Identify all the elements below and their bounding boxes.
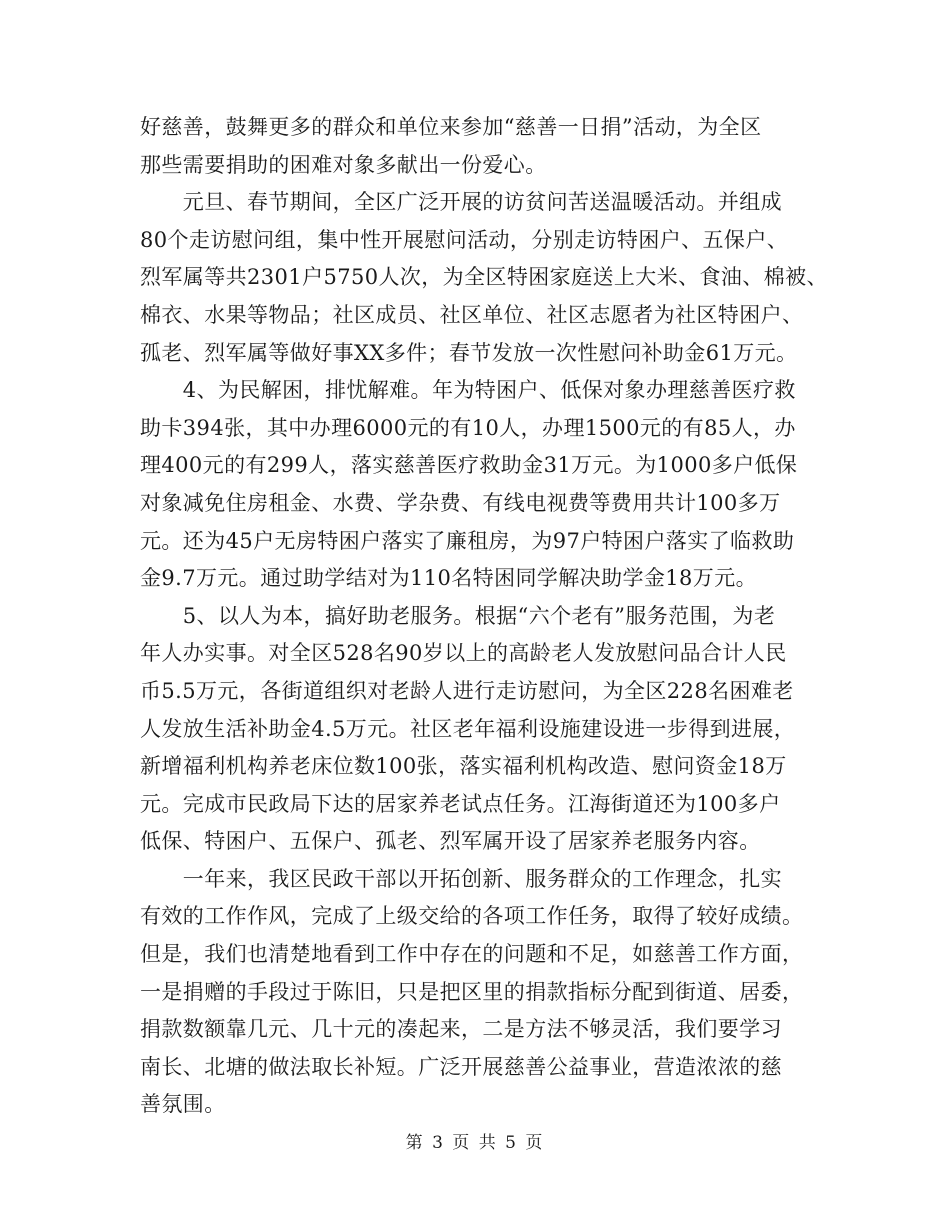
document-body (140, 112, 840, 1127)
text-line: 币5.5万元，各街道组织对老龄人进行走访慰问，为全区228名困难老 (140, 678, 794, 703)
text-line: 理400元的有299人，落实慈善医疗救助金31万元。为1000多户低保 (140, 453, 798, 478)
text-line: 助卡394张，其中办理6000元的有10人，办理1500元的有85人，办 (140, 415, 796, 440)
text-line: 4、为民解困，排忧解难。年为特困户、低保对象办理慈善医疗救 (140, 378, 796, 403)
text-line: 孤老、烈军属等做好事XX多件；春节发放一次性慰问补助金61万元。 (140, 340, 798, 365)
text-line: 金9.7万元。通过助学结对为110名特困同学解决助学金18万元。 (140, 566, 757, 591)
text-line: 人发放生活补助金4.5万元。社区老年福利设施建设进一步得到进展， (140, 716, 796, 741)
text-line: 元。完成市民政局下达的居家养老试点任务。江海街道还为100多户 (140, 791, 781, 816)
text-line: 5、以人为本，搞好助老服务。根据“六个老有”服务范围，为老 (140, 603, 776, 628)
text-line: 一年来，我区民政干部以开拓创新、服务群众的工作理念，扎实 (140, 866, 782, 891)
text-line: 对象减免住房租金、水费、学杂费、有线电视费等费用共计100多万 (140, 490, 781, 515)
text-line: 但是，我们也清楚地看到工作中存在的问题和不足，如慈善工作方面， (140, 942, 804, 967)
text-line: 好慈善，鼓舞更多的群众和单位来参加“慈善一日捐”活动，为全区 (140, 115, 762, 139)
text-line: 元旦、春节期间，全区广泛开展的访贫问苦送温暖活动。并组成 (140, 190, 782, 215)
text-line: 年人办实事。对全区528名90岁以上的高龄老人发放慰问品合计人民 (140, 641, 787, 666)
text-line: 低保、特困户、五保户、孤老、烈军属开设了居家养老服务内容。 (140, 829, 761, 854)
text-line: 80个走访慰问组，集中性开展慰问活动，分别走访特困户、五保户、 (140, 227, 789, 252)
text-line: 捐款数额靠几元、几十元的凑起来，二是方法不够灵活，我们要学习 (140, 1017, 782, 1042)
text-line: 有效的工作作风，完成了上级交给的各项工作任务，取得了较好成绩。 (140, 904, 804, 929)
text-line: 善氛围。 (140, 1092, 226, 1117)
text-line: 烈军属等共2301户5750人次，为全区特困家庭送上大米、食油、棉被、 (140, 265, 828, 290)
text-line: 一是捐赠的手段过于陈旧，只是把区里的捐款指标分配到街道、居委， (140, 979, 804, 1004)
text-line: 棉衣、水果等物品；社区成员、社区单位、社区志愿者为社区特困户、 (140, 302, 804, 327)
page-number-footer: 第 3 页 共 5 页 (405, 1133, 545, 1153)
text-line: 那些需要捐助的困难对象多献出一份爱心。 (140, 152, 547, 177)
text-line: 新增福利机构养老床位数100张，落实福利机构改造、慰问资金18万 (140, 754, 787, 779)
text-line: 元。还为45户无房特困户落实了廉租房，为97户特困户落实了临救助 (140, 528, 795, 553)
text-line: 南长、北塘的做法取长补短。广泛开展慈善公益事业，营造浓浓的慈 (140, 1054, 782, 1079)
